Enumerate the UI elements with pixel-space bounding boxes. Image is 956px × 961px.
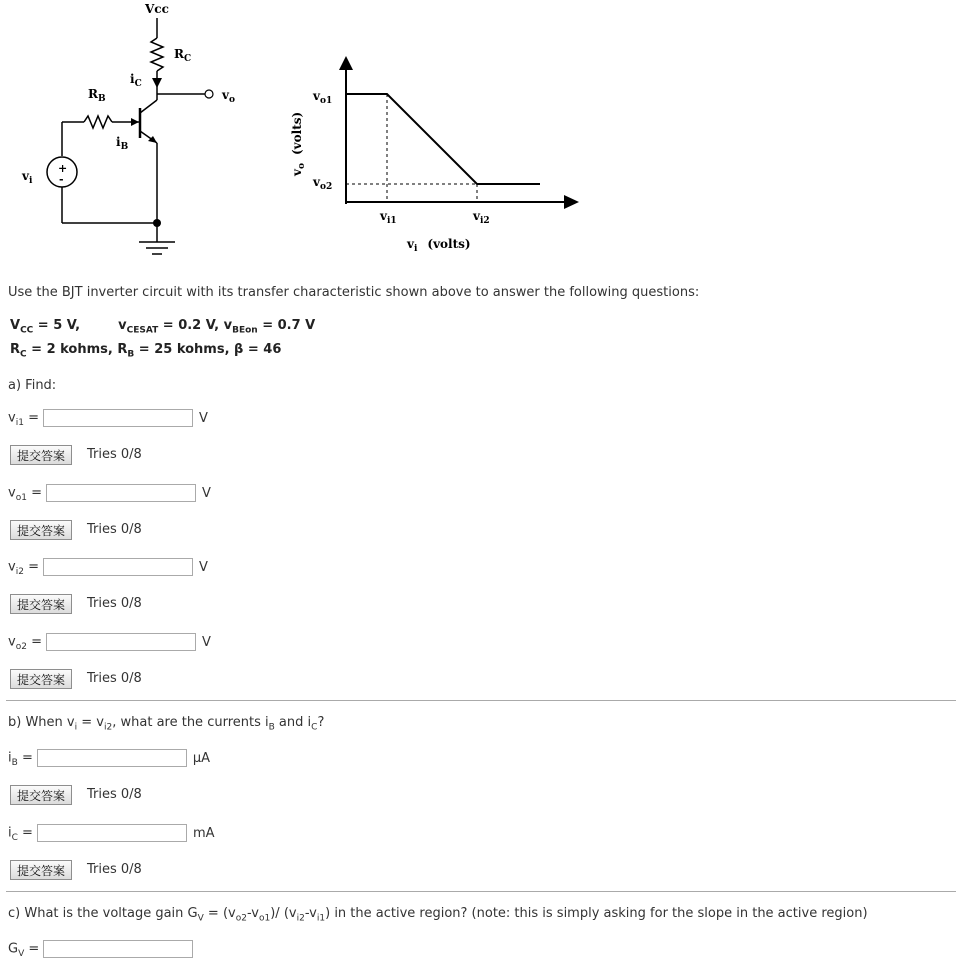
transfer-characteristic-graph xyxy=(270,40,590,260)
output-terminal xyxy=(205,90,213,98)
x-axis-arrow-icon xyxy=(564,195,579,209)
question-vo2: $v_{o2} = V$ xyxy=(8,634,211,653)
gv-input[interactable] xyxy=(43,940,193,958)
ib-label: $i_B$ xyxy=(116,135,129,152)
question-vo1: $v_{o1} = V$ xyxy=(8,485,211,504)
rc-label: $R_C$ xyxy=(174,47,192,64)
submit-ic-button[interactable]: 提交答案 xyxy=(10,860,72,880)
ic-input[interactable] xyxy=(37,824,187,842)
y-axis-label: $v_o(volts)$ xyxy=(290,111,307,176)
tries-vi1: Tries 0/8 xyxy=(87,447,142,462)
vo1-label: $v_{o1}$ xyxy=(313,89,333,106)
tries-ic: Tries 0/8 xyxy=(87,862,142,877)
tries-vo2: Tries 0/8 xyxy=(87,671,142,686)
x-axis-label: $v_i$ (volts) xyxy=(407,237,471,254)
given-line-2: $R_C = 2$ kohms, $R_B = 25$ kohms, β = 46 xyxy=(10,342,282,360)
ib-arrow-icon xyxy=(131,118,139,126)
question-ic: $i_C$ = mA xyxy=(8,825,215,844)
ground-icon xyxy=(139,242,175,254)
transfer-curve xyxy=(346,94,540,184)
vo2-input[interactable] xyxy=(46,633,196,651)
vi1-label: $v_{i1}$ xyxy=(380,209,397,226)
given-line-1: $V_{CC} = 5$ V, $v_{CESAT} = 0.2$ V, $v_{BEon} = 0.7$ V xyxy=(10,318,316,336)
part-b-question: b) When $v_i = v_{i2}$, what are the currents $i_B$ and $i_C$? xyxy=(8,715,325,733)
tries-vo1: Tries 0/8 xyxy=(87,522,142,537)
tries-ib: Tries 0/8 xyxy=(87,787,142,802)
vcc-label: Vcc xyxy=(145,2,169,16)
question-vi1: $v_{i1} = V$ xyxy=(8,410,208,429)
ic-label: $i_C$ xyxy=(130,72,142,89)
rb-label: $R_B$ xyxy=(88,87,106,104)
part-a-heading: a) Find: xyxy=(8,378,57,393)
submit-vi1-button[interactable]: 提交答案 xyxy=(10,445,72,465)
submit-vi2-button[interactable]: 提交答案 xyxy=(10,594,72,614)
vo-label: $v_o$ xyxy=(222,88,235,105)
divider xyxy=(6,891,956,892)
vi2-label: $v_{i2}$ xyxy=(473,209,490,226)
plus-sign: + xyxy=(58,162,68,175)
question-vi2: $v_{i2} = V$ xyxy=(8,559,208,578)
vi2-input[interactable] xyxy=(43,558,193,576)
bjt-circuit-diagram xyxy=(0,0,260,262)
submit-vo1-button[interactable]: 提交答案 xyxy=(10,520,72,540)
vi1-input[interactable] xyxy=(43,409,193,427)
divider xyxy=(6,700,956,701)
vi-label: $v_i$ xyxy=(22,169,33,186)
ic-arrow-icon xyxy=(152,78,162,88)
submit-ib-button[interactable]: 提交答案 xyxy=(10,785,72,805)
intro-text: Use the BJT inverter circuit with its transfer characteristic shown above to answer the following questions: xyxy=(8,285,700,300)
question-gv: $G_V$ = xyxy=(8,940,193,959)
question-ib: $i_B = \mu A$ xyxy=(8,750,211,769)
part-c-question: c) What is the voltage gain $G_V = (v_{o2}-v_{o1})/$ $(v_{i2}-v_{i1})$ in the active region? (note: this is simply asking for the slope in the active region) xyxy=(8,906,868,924)
minus-sign: - xyxy=(59,173,64,186)
y-axis-arrow-icon xyxy=(339,56,353,70)
vo2-label: $v_{o2}$ xyxy=(313,175,333,192)
tries-vi2: Tries 0/8 xyxy=(87,596,142,611)
submit-vo2-button[interactable]: 提交答案 xyxy=(10,669,72,689)
vo1-input[interactable] xyxy=(46,484,196,502)
ib-input[interactable] xyxy=(37,749,187,767)
